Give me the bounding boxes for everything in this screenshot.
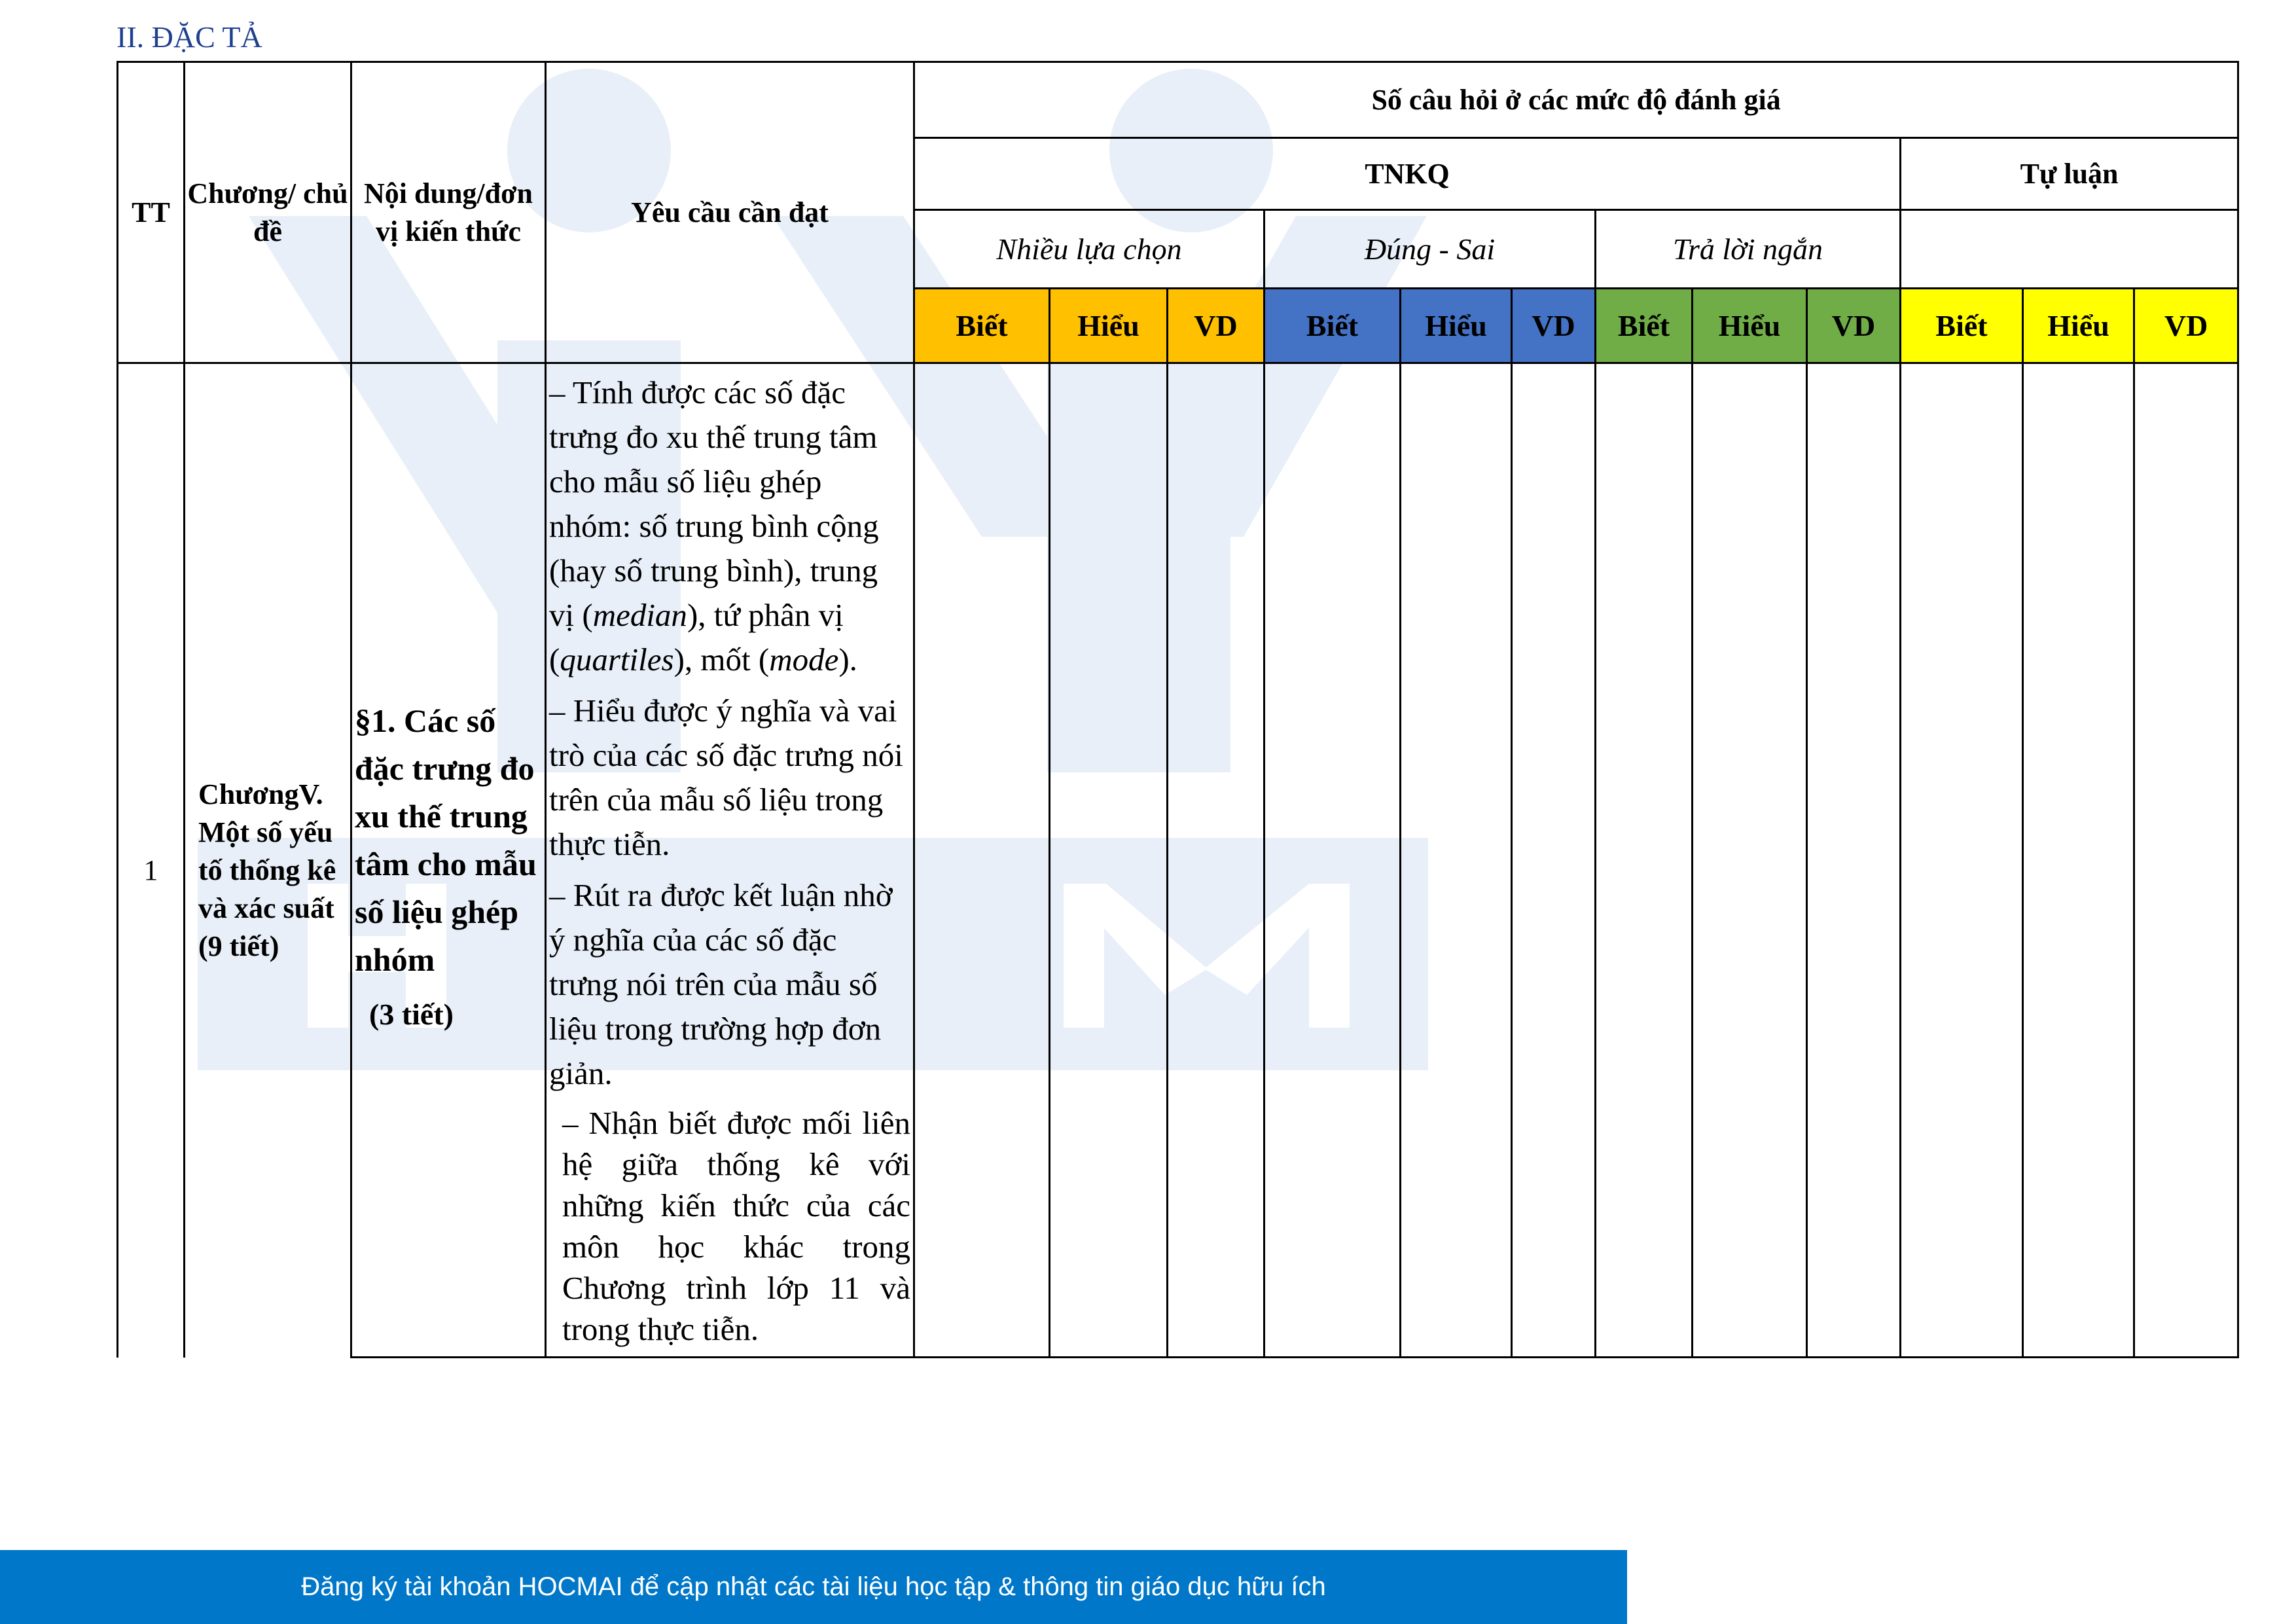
yeu-cau-1: – Tính được các số đặc trưng đo xu thế trung tâm cho mẫu số liệu ghép nhóm: số trung bình cộng (hay số trung bình), trung vị (median), tứ phân vị (quartiles), mốt (mode). — [549, 374, 879, 677]
count-cell — [914, 363, 1050, 1358]
level-biet: Biết — [1596, 289, 1693, 363]
header-tnkq: TNKQ — [914, 138, 1901, 210]
count-cell — [1050, 363, 1168, 1358]
header-noi-dung: Nội dung/đơn vị kiến thức — [351, 62, 546, 363]
count-cell — [2134, 363, 2238, 1358]
count-cell — [1901, 363, 2023, 1358]
count-cell — [1596, 363, 1693, 1358]
level-biet: Biết — [914, 289, 1050, 363]
header-nhieu-lua-chon: Nhiều lựa chọn — [914, 210, 1265, 289]
header-so-cau-hoi: Số câu hỏi ở các mức độ đánh giá — [914, 62, 2238, 138]
footer-text[interactable]: Đăng ký tài khoản HOCMAI để cập nhật các tài liệu học tập & thông tin giáo dục hữu ích — [301, 1572, 1326, 1601]
count-cell — [1265, 363, 1401, 1358]
row-tt: 1 — [118, 363, 185, 1358]
header-yeu-cau: Yêu cầu cần đạt — [546, 62, 914, 363]
specification-table — [117, 61, 2239, 1358]
level-vd: VD — [1168, 289, 1265, 363]
count-cell — [1168, 363, 1265, 1358]
yeu-cau-2: – Hiểu được ý nghĩa và vai trò của các số đặc trưng nói trên của mẫu số liệu trong thực tiễn. — [549, 693, 903, 862]
level-vd: VD — [1807, 289, 1901, 363]
level-biet: Biết — [1901, 289, 2023, 363]
row-so-tiet: (3 tiết) — [369, 997, 454, 1031]
level-vd: VD — [1512, 289, 1596, 363]
header-tt: TT — [118, 62, 185, 363]
count-cell — [2023, 363, 2134, 1358]
row-chuong: ChươngV. Một số yếu tố thống kê và xác suất (9 tiết) — [185, 363, 351, 1358]
yeu-cau-4: – Nhận biết được mối liên hệ giữa thống kê với những kiến thức của các môn học khác trong Chương trình lớp 11 và trong thực tiễn. — [562, 1105, 910, 1347]
level-vd: VD — [2134, 289, 2238, 363]
row-yeu-cau — [546, 363, 914, 1358]
count-cell — [1512, 363, 1596, 1358]
count-cell — [1693, 363, 1807, 1358]
section-title: II. ĐẶC TẢ — [117, 20, 262, 54]
header-row-1 — [118, 62, 2238, 138]
footer-banner[interactable] — [0, 1550, 1627, 1624]
header-tu-luan: Tự luận — [1901, 138, 2238, 210]
level-biet: Biết — [1265, 289, 1401, 363]
table-row — [118, 363, 2238, 1358]
level-hieu: Hiểu — [1401, 289, 1512, 363]
header-tra-loi-ngan: Trả lời ngắn — [1596, 210, 1901, 289]
header-dung-sai: Đúng - Sai — [1265, 210, 1596, 289]
count-cell — [1807, 363, 1901, 1358]
header-chuong: Chương/ chủ đề — [185, 62, 351, 363]
level-hieu: Hiểu — [1693, 289, 1807, 363]
yeu-cau-3: – Rút ra được kết luận nhờ ý nghĩa của các số đặc trưng nói trên của mẫu số liệu trong trường hợp đơn giản. — [549, 877, 893, 1091]
row-noi-dung — [351, 363, 546, 1358]
row-noi-dung-text: §1. Các số đặc trưng đo xu thế trung tâm cho mẫu số liệu ghép nhóm — [355, 702, 537, 978]
count-cell — [1401, 363, 1512, 1358]
level-hieu: Hiểu — [2023, 289, 2134, 363]
header-tu-luan-sub — [1901, 210, 2238, 289]
level-hieu: Hiểu — [1050, 289, 1168, 363]
